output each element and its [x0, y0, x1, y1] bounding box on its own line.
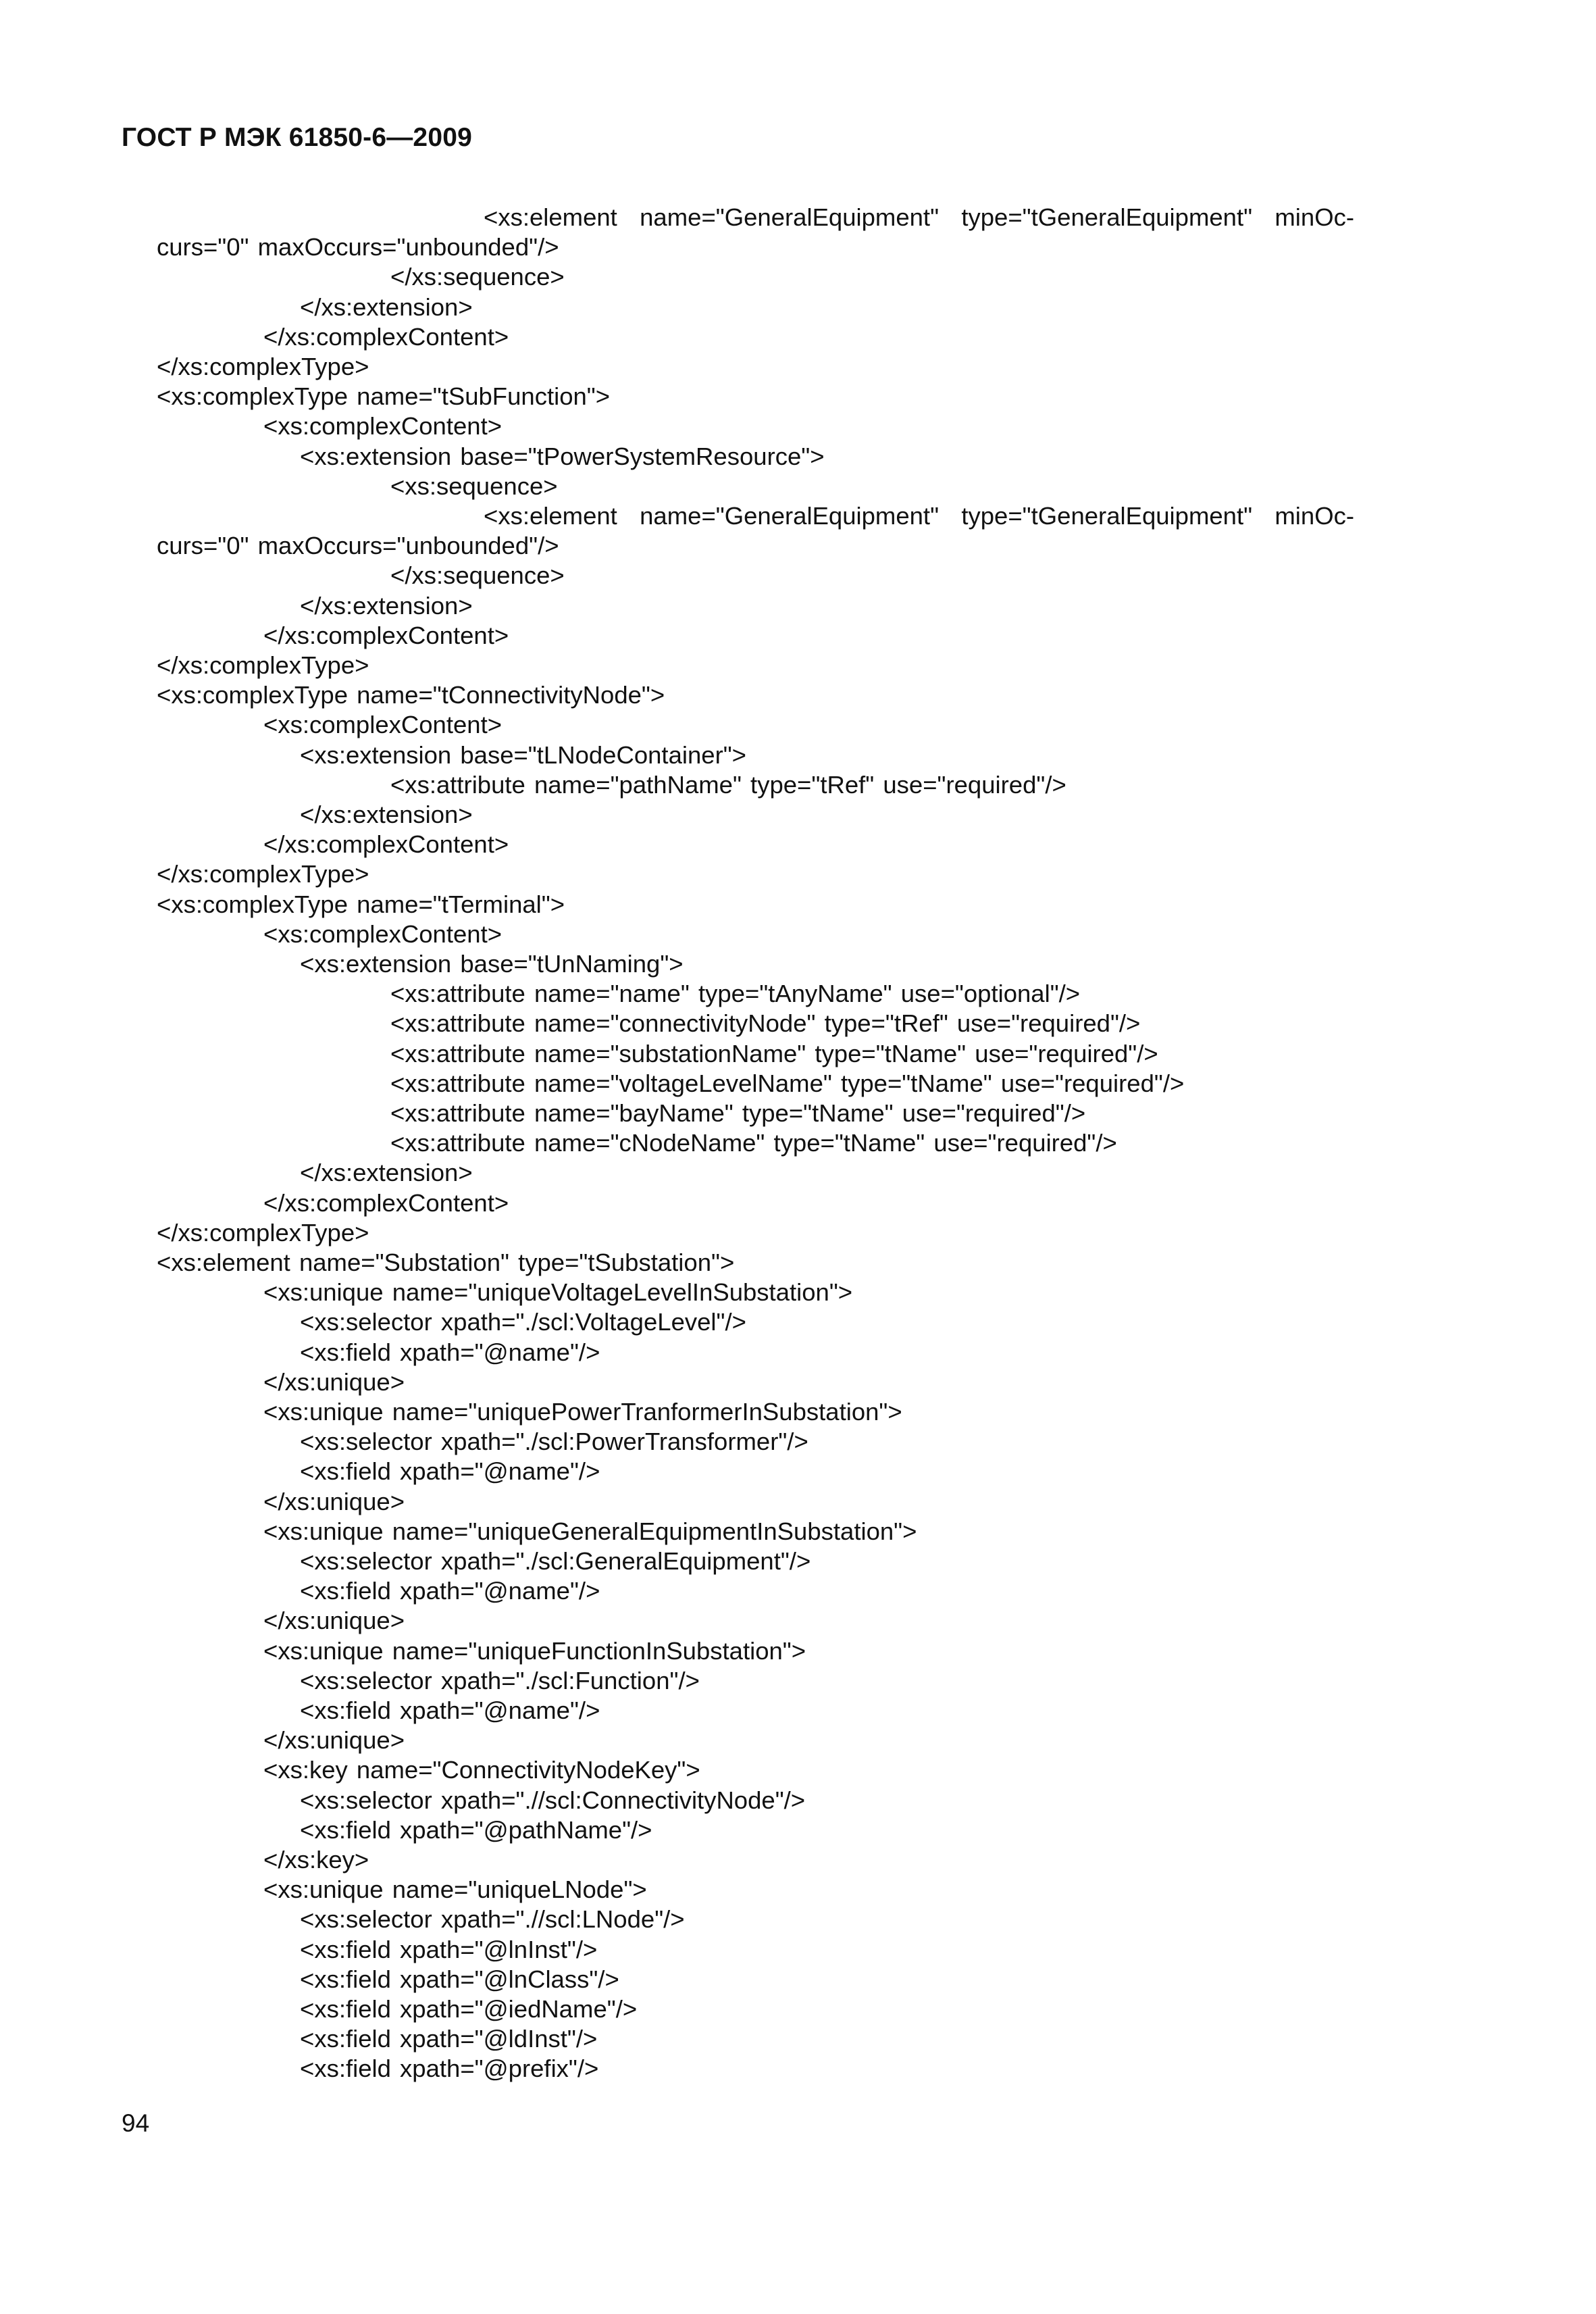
code-line: </xs:extension> [300, 293, 473, 321]
code-line: <xs:extension base="tUnNaming"> [300, 950, 684, 978]
code-line: </xs:complexContent> [263, 621, 509, 649]
page-number: 94 [122, 2109, 150, 2137]
code-line: <xs:sequence> [390, 472, 558, 500]
code-line: <xs:element name="Substation" type="tSubstation"> [157, 1249, 735, 1276]
code-line: <xs:element name="GeneralEquipment" type="tGeneralEquipment" minOc- [484, 203, 1354, 231]
code-line: <xs:field xpath="@name"/> [300, 1577, 600, 1605]
code-line: </xs:unique> [263, 1487, 405, 1515]
code-line: <xs:key name="ConnectivityNodeKey"> [263, 1756, 700, 1784]
code-line: <xs:field xpath="@ldInst"/> [300, 2025, 598, 2053]
code-line: <xs:attribute name="connectivityNode" type="tRef" use="required"/> [390, 1009, 1141, 1038]
code-line: <xs:field xpath="@name"/> [300, 1338, 600, 1366]
code-line: </xs:complexType> [157, 860, 369, 888]
code-line: <xs:complexType name="tSubFunction"> [157, 382, 611, 411]
code-line: <xs:field xpath="@lnInst"/> [300, 1935, 598, 1963]
code-line: </xs:sequence> [390, 561, 565, 590]
code-line: </xs:complexContent> [263, 322, 509, 351]
code-line: <xs:field xpath="@name"/> [300, 1457, 600, 1486]
code-line: </xs:complexType> [157, 353, 369, 380]
code-line: </xs:complexContent> [263, 1188, 509, 1217]
code-line: <xs:field xpath="@prefix"/> [300, 2055, 599, 2083]
code-line: <xs:unique name="uniqueVoltageLevelInSubstation"> [263, 1278, 853, 1307]
code-line: </xs:extension> [300, 1159, 473, 1187]
page-header: ГОСТ Р МЭК 61850-6—2009 [122, 123, 472, 152]
code-line: <xs:element name="GeneralEquipment" type="tGeneralEquipment" minOc- [484, 502, 1354, 530]
code-line: <xs:field xpath="@lnClass"/> [300, 1965, 619, 1993]
code-line: <xs:selector xpath="./scl:VoltageLevel"/> [300, 1308, 746, 1336]
code-line: <xs:selector xpath="./scl:Function"/> [300, 1666, 700, 1694]
code-line: <xs:complexContent> [263, 412, 503, 441]
code-line: </xs:unique> [263, 1607, 405, 1635]
code-line: <xs:unique name="uniqueFunctionInSubstation"> [263, 1636, 806, 1665]
code-line: <xs:field xpath="@name"/> [300, 1696, 600, 1724]
code-line: <xs:field xpath="@pathName"/> [300, 1815, 652, 1844]
code-line: </xs:unique> [263, 1367, 405, 1396]
code-line: </xs:key> [263, 1846, 369, 1873]
code-line: <xs:attribute name="cNodeName" type="tName" use="required"/> [390, 1129, 1117, 1157]
code-line: <xs:attribute name="bayName" type="tName" use="required"/> [390, 1099, 1086, 1127]
code-line: <xs:selector xpath=".//scl:LNode"/> [300, 1905, 685, 1934]
code-line: <xs:field xpath="@iedName"/> [300, 1995, 638, 2023]
code-line: </xs:complexContent> [263, 830, 509, 859]
code-line: <xs:attribute name="name" type="tAnyName" use="optional"/> [390, 980, 1081, 1008]
code-line: <xs:attribute name="voltageLevelName" type="tName" use="required"/> [390, 1069, 1185, 1097]
code-line: <xs:complexType name="tConnectivityNode"> [157, 681, 665, 709]
code-line: <xs:extension base="tLNodeContainer"> [300, 740, 746, 769]
code-line: </xs:sequence> [390, 263, 565, 291]
code-line: </xs:unique> [263, 1726, 405, 1755]
code-line: curs="0" maxOccurs="unbounded"/> [157, 532, 559, 560]
code-line: curs="0" maxOccurs="unbounded"/> [157, 233, 559, 261]
code-line: </xs:complexType> [157, 1218, 369, 1247]
code-line: <xs:extension base="tPowerSystemResource"> [300, 442, 825, 470]
code-line: <xs:selector xpath="./scl:PowerTransformer"/> [300, 1428, 808, 1456]
code-line: <xs:attribute name="substationName" type="tName" use="required"/> [390, 1039, 1158, 1067]
code-line: <xs:unique name="uniqueGeneralEquipmentInSubstation"> [263, 1517, 917, 1545]
code-line: <xs:selector xpath=".//scl:ConnectivityNode"/> [300, 1786, 806, 1814]
code-line: <xs:selector xpath="./scl:GeneralEquipment"/> [300, 1547, 811, 1575]
code-line: </xs:extension> [300, 591, 473, 620]
code-line: <xs:attribute name="pathName" type="tRef" use="required"/> [390, 770, 1066, 799]
code-line: <xs:complexContent> [263, 920, 503, 948]
code-line: <xs:unique name="uniqueLNode"> [263, 1876, 647, 1904]
code-line: </xs:extension> [300, 801, 473, 828]
code-line: <xs:unique name="uniquePowerTranformerInSubstation"> [263, 1398, 902, 1426]
code-line: <xs:complexContent> [263, 711, 503, 739]
code-line: <xs:complexType name="tTerminal"> [157, 890, 565, 918]
code-line: </xs:complexType> [157, 651, 369, 679]
